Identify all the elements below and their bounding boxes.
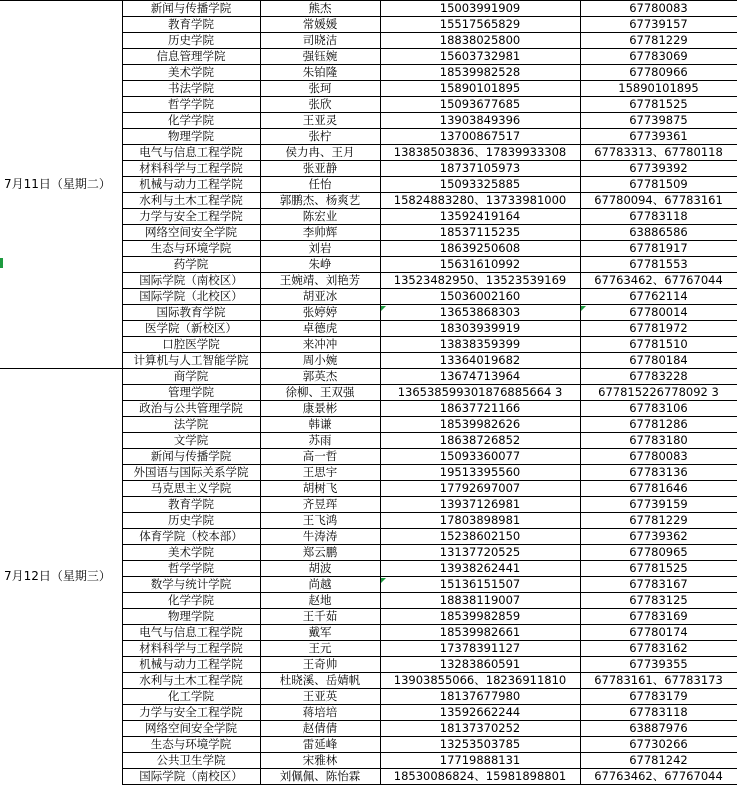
contact-person-cell[interactable]: 胡波 — [260, 561, 380, 577]
college-cell[interactable]: 美术学院 — [122, 65, 260, 81]
contact-person-cell[interactable]: 卓德虎 — [260, 321, 380, 337]
contact-person-cell[interactable]: 赵地 — [260, 593, 380, 609]
contact-person-cell[interactable]: 常媛媛 — [260, 17, 380, 33]
office-phone-cell[interactable]: 67783136 — [580, 465, 737, 481]
contact-person-cell[interactable]: 王元 — [260, 641, 380, 657]
college-cell[interactable]: 公共卫生学院 — [122, 753, 260, 769]
contact-person-cell[interactable]: 胡树飞 — [260, 481, 380, 497]
college-cell[interactable]: 政治与公共管理学院 — [122, 401, 260, 417]
contact-person-cell[interactable]: 苏雨 — [260, 433, 380, 449]
office-phone-cell[interactable]: 67780184 — [580, 353, 737, 369]
table-body — [0, 1, 737, 785]
mobile-cell[interactable]: 13283860591 — [380, 657, 580, 673]
contact-person-cell[interactable]: 强钰婉 — [260, 49, 380, 65]
mobile-cell[interactable]: 17378391127 — [380, 641, 580, 657]
college-cell[interactable]: 法学院 — [122, 417, 260, 433]
contact-person-cell[interactable]: 郭鹏杰、杨爽艺 — [260, 193, 380, 209]
college-cell[interactable]: 物理学院 — [122, 609, 260, 625]
mobile-cell[interactable]: 18539982626 — [380, 417, 580, 433]
college-cell[interactable]: 国际学院（南校区） — [122, 769, 260, 785]
mobile-cell[interactable]: 15093677685 — [380, 97, 580, 113]
college-cell[interactable]: 水利与土木工程学院 — [122, 673, 260, 689]
college-cell[interactable]: 化学学院 — [122, 593, 260, 609]
office-phone-cell[interactable]: 67763462、67767044 — [580, 769, 737, 785]
college-cell[interactable]: 商学院 — [122, 369, 260, 385]
college-cell[interactable]: 教育学院 — [122, 497, 260, 513]
cell-warning-marker — [381, 306, 386, 311]
mobile-cell[interactable]: 15517565829 — [380, 17, 580, 33]
contact-person-cell[interactable]: 来冲冲 — [260, 337, 380, 353]
office-phone-cell[interactable]: 67783179 — [580, 689, 737, 705]
contact-person-cell[interactable]: 李帅辉 — [260, 225, 380, 241]
mobile-cell[interactable]: 136538599301876885664 3 — [380, 385, 580, 401]
office-phone-cell[interactable]: 67783161、67783173 — [580, 673, 737, 689]
mobile-cell[interactable]: 17803898981 — [380, 513, 580, 529]
college-cell[interactable]: 水利与土木工程学院 — [122, 193, 260, 209]
college-cell[interactable]: 信息管理学院 — [122, 49, 260, 65]
contact-person-cell[interactable]: 张柠 — [260, 129, 380, 145]
college-cell[interactable]: 电气与信息工程学院 — [122, 145, 260, 161]
mobile-cell[interactable]: 18137677980 — [380, 689, 580, 705]
mobile-cell[interactable]: 18303939919 — [380, 321, 580, 337]
contact-person-cell[interactable]: 王婉靖、刘艳芳 — [260, 273, 380, 289]
college-cell[interactable]: 外国语与国际关系学院 — [122, 465, 260, 481]
office-phone-cell[interactable]: 67781525 — [580, 97, 737, 113]
contact-person-cell[interactable]: 戴军 — [260, 625, 380, 641]
college-cell[interactable]: 材料科学与工程学院 — [122, 641, 260, 657]
contact-person-cell[interactable]: 齐昱珲 — [260, 497, 380, 513]
mobile-cell[interactable]: 13937126981 — [380, 497, 580, 513]
mobile-cell[interactable]: 17792697007 — [380, 481, 580, 497]
college-cell[interactable]: 医学院（新校区） — [122, 321, 260, 337]
contact-person-cell[interactable]: 熊杰 — [260, 1, 380, 17]
contact-person-cell[interactable]: 蒋培培 — [260, 705, 380, 721]
mobile-cell[interactable]: 18539982859 — [380, 609, 580, 625]
mobile-cell[interactable]: 15238602150 — [380, 529, 580, 545]
mobile-cell[interactable]: 13903855066、18236911810 — [380, 673, 580, 689]
contact-person-cell[interactable]: 侯力冉、王月 — [260, 145, 380, 161]
office-phone-cell[interactable]: 67781286 — [580, 417, 737, 433]
mobile-cell[interactable]: 18137370252 — [380, 721, 580, 737]
mobile-cell[interactable]: 15824883280、13733981000 — [380, 193, 580, 209]
row-selection-marker — [0, 258, 3, 268]
contact-person-cell[interactable]: 王思宇 — [260, 465, 380, 481]
office-phone-cell[interactable]: 67783106 — [580, 401, 737, 417]
mobile-cell[interactable]: 19513395560 — [380, 465, 580, 481]
contact-person-cell[interactable]: 康景彬 — [260, 401, 380, 417]
office-phone-cell[interactable]: 67783169 — [580, 609, 737, 625]
college-cell[interactable]: 物理学院 — [122, 129, 260, 145]
contact-person-cell[interactable]: 司晓洁 — [260, 33, 380, 49]
office-phone-cell[interactable]: 67739355 — [580, 657, 737, 673]
contact-person-cell[interactable]: 徐柳、王双强 — [260, 385, 380, 401]
office-phone-cell[interactable]: 67739362 — [580, 529, 737, 545]
college-cell[interactable]: 新闻与传播学院 — [122, 1, 260, 17]
office-phone-cell[interactable]: 15890101895 — [580, 81, 737, 97]
contact-person-cell[interactable]: 王千茹 — [260, 609, 380, 625]
college-cell[interactable]: 机械与动力工程学院 — [122, 657, 260, 673]
office-phone-cell[interactable]: 67781646 — [580, 481, 737, 497]
office-phone-cell[interactable]: 67780083 — [580, 1, 737, 17]
table-row — [0, 1, 737, 17]
mobile-cell[interactable]: 13838503836、17839933308 — [380, 145, 580, 161]
mobile-cell[interactable]: 18537115235 — [380, 225, 580, 241]
mobile-cell[interactable]: 15603732981 — [380, 49, 580, 65]
office-phone-cell[interactable]: 67783228 — [580, 369, 737, 385]
office-phone-cell[interactable]: 67781525 — [580, 561, 737, 577]
office-phone-cell[interactable]: 67783313、67780118 — [580, 145, 737, 161]
contact-person-cell[interactable]: 张婷婷 — [260, 305, 380, 321]
college-cell[interactable]: 马克思主义学院 — [122, 481, 260, 497]
office-phone-cell[interactable]: 67781509 — [580, 177, 737, 193]
college-cell[interactable]: 教育学院 — [122, 17, 260, 33]
college-cell[interactable]: 新闻与传播学院 — [122, 449, 260, 465]
office-phone-cell[interactable]: 67783125 — [580, 593, 737, 609]
mobile-cell[interactable]: 13137720525 — [380, 545, 580, 561]
date-cell[interactable]: 7月11日（星期二） — [0, 1, 122, 369]
office-phone-cell[interactable]: 67781917 — [580, 241, 737, 257]
mobile-cell[interactable]: 13364019682 — [380, 353, 580, 369]
mobile-cell[interactable]: 13653868303 — [380, 305, 580, 321]
office-phone-cell[interactable]: 67781553 — [580, 257, 737, 273]
college-cell[interactable]: 药学院 — [122, 257, 260, 273]
office-phone-cell[interactable]: 67783167 — [580, 577, 737, 593]
college-cell[interactable]: 力学与安全工程学院 — [122, 705, 260, 721]
mobile-cell[interactable]: 15093360077 — [380, 449, 580, 465]
mobile-cell[interactable]: 13592419164 — [380, 209, 580, 225]
table-row — [0, 369, 737, 385]
college-cell[interactable]: 美术学院 — [122, 545, 260, 561]
mobile-cell[interactable]: 13523482950、13523539169 — [380, 273, 580, 289]
mobile-cell[interactable]: 13838359399 — [380, 337, 580, 353]
contact-person-cell[interactable]: 王飞鸿 — [260, 513, 380, 529]
mobile-cell[interactable]: 15136151507 — [380, 577, 580, 593]
contact-person-cell[interactable]: 周小婉 — [260, 353, 380, 369]
college-cell[interactable]: 口腔医学院 — [122, 337, 260, 353]
mobile-cell[interactable]: 18539982528 — [380, 65, 580, 81]
contact-person-cell[interactable]: 尚越 — [260, 577, 380, 593]
mobile-cell[interactable]: 13253503785 — [380, 737, 580, 753]
college-cell[interactable]: 国际教育学院 — [122, 305, 260, 321]
college-cell[interactable]: 力学与安全工程学院 — [122, 209, 260, 225]
mobile-cell[interactable]: 18838025800 — [380, 33, 580, 49]
college-cell[interactable]: 生态与环境学院 — [122, 241, 260, 257]
college-cell[interactable]: 体育学院（校本部） — [122, 529, 260, 545]
office-phone-cell[interactable]: 67739361 — [580, 129, 737, 145]
college-cell[interactable]: 国际学院（北校区） — [122, 289, 260, 305]
college-cell[interactable]: 网络空间安全学院 — [122, 225, 260, 241]
contact-person-cell[interactable]: 宋雅林 — [260, 753, 380, 769]
office-phone-cell[interactable]: 67739392 — [580, 161, 737, 177]
office-phone-cell[interactable]: 67780966 — [580, 65, 737, 81]
office-phone-cell[interactable]: 63887976 — [580, 721, 737, 737]
mobile-cell[interactable]: 18637721166 — [380, 401, 580, 417]
office-phone-cell[interactable]: 67781510 — [580, 337, 737, 353]
contact-person-cell[interactable]: 朱峥 — [260, 257, 380, 273]
mobile-cell[interactable]: 13592662244 — [380, 705, 580, 721]
office-phone-cell[interactable]: 67783069 — [580, 49, 737, 65]
office-phone-cell[interactable]: 67739157 — [580, 17, 737, 33]
college-cell[interactable]: 电气与信息工程学院 — [122, 625, 260, 641]
mobile-cell[interactable]: 15036002160 — [380, 289, 580, 305]
contact-person-cell[interactable]: 王奇帅 — [260, 657, 380, 673]
office-phone-cell[interactable]: 67780965 — [580, 545, 737, 561]
mobile-cell[interactable]: 18539982661 — [380, 625, 580, 641]
college-cell[interactable]: 数学与统计学院 — [122, 577, 260, 593]
office-phone-cell[interactable]: 67780174 — [580, 625, 737, 641]
contact-person-cell[interactable]: 陈宏业 — [260, 209, 380, 225]
office-phone-cell[interactable]: 67780094、67783161 — [580, 193, 737, 209]
contact-person-cell[interactable]: 韩谦 — [260, 417, 380, 433]
office-phone-cell[interactable]: 67763462、67767044 — [580, 273, 737, 289]
contact-person-cell[interactable]: 郑云鹏 — [260, 545, 380, 561]
contact-person-cell[interactable]: 任怡 — [260, 177, 380, 193]
date-cell[interactable]: 7月12日（星期三） — [0, 369, 122, 785]
contact-person-cell[interactable]: 张欣 — [260, 97, 380, 113]
mobile-cell[interactable]: 15631610992 — [380, 257, 580, 273]
office-phone-cell[interactable]: 67781229 — [580, 513, 737, 529]
mobile-cell[interactable]: 15093325885 — [380, 177, 580, 193]
college-cell[interactable]: 哲学学院 — [122, 561, 260, 577]
office-phone-cell[interactable]: 67780014 — [580, 305, 737, 321]
office-phone-cell[interactable]: 67730266 — [580, 737, 737, 753]
contact-person-cell[interactable]: 胡亚冰 — [260, 289, 380, 305]
contact-person-cell[interactable]: 高一哲 — [260, 449, 380, 465]
cell-warning-marker — [581, 306, 586, 311]
office-phone-cell[interactable]: 67762114 — [580, 289, 737, 305]
contact-person-cell[interactable]: 王亚灵 — [260, 113, 380, 129]
mobile-cell[interactable]: 13674713964 — [380, 369, 580, 385]
mobile-cell[interactable]: 18638726852 — [380, 433, 580, 449]
college-cell[interactable]: 历史学院 — [122, 33, 260, 49]
college-cell[interactable]: 材料科学与工程学院 — [122, 161, 260, 177]
contact-person-cell[interactable]: 杜晓溪、岳婧帆 — [260, 673, 380, 689]
mobile-cell[interactable]: 18639250608 — [380, 241, 580, 257]
mobile-cell[interactable]: 13903849396 — [380, 113, 580, 129]
college-cell[interactable]: 生态与环境学院 — [122, 737, 260, 753]
college-cell[interactable]: 书法学院 — [122, 81, 260, 97]
mobile-cell[interactable]: 15003991909 — [380, 1, 580, 17]
college-cell[interactable]: 化工学院 — [122, 689, 260, 705]
office-phone-cell[interactable]: 67781242 — [580, 753, 737, 769]
mobile-cell[interactable]: 17719888131 — [380, 753, 580, 769]
office-phone-cell[interactable]: 67783180 — [580, 433, 737, 449]
college-cell[interactable]: 管理学院 — [122, 385, 260, 401]
mobile-cell[interactable]: 18737105973 — [380, 161, 580, 177]
contact-person-cell[interactable]: 张亚静 — [260, 161, 380, 177]
college-cell[interactable]: 哲学学院 — [122, 97, 260, 113]
office-phone-cell[interactable]: 67780083 — [580, 449, 737, 465]
cell-warning-marker — [381, 578, 386, 583]
contact-person-cell[interactable]: 刘岩 — [260, 241, 380, 257]
college-cell[interactable]: 历史学院 — [122, 513, 260, 529]
office-phone-cell[interactable]: 67783118 — [580, 209, 737, 225]
contact-person-cell[interactable]: 张珂 — [260, 81, 380, 97]
office-phone-cell[interactable]: 67783118 — [580, 705, 737, 721]
contact-person-cell[interactable]: 雷延峰 — [260, 737, 380, 753]
office-phone-cell[interactable]: 67781972 — [580, 321, 737, 337]
office-phone-cell[interactable]: 67739875 — [580, 113, 737, 129]
college-cell[interactable]: 机械与动力工程学院 — [122, 177, 260, 193]
contact-person-cell[interactable]: 赵倩倩 — [260, 721, 380, 737]
mobile-cell[interactable]: 13700867517 — [380, 129, 580, 145]
office-phone-cell[interactable]: 677815226778092 3 — [580, 385, 737, 401]
contact-person-cell[interactable]: 王亚英 — [260, 689, 380, 705]
mobile-cell[interactable]: 15890101895 — [380, 81, 580, 97]
contact-person-cell[interactable]: 朱铂隆 — [260, 65, 380, 81]
office-phone-cell[interactable]: 67781229 — [580, 33, 737, 49]
college-cell[interactable]: 化学学院 — [122, 113, 260, 129]
office-phone-cell[interactable]: 63886586 — [580, 225, 737, 241]
office-phone-cell[interactable]: 67783162 — [580, 641, 737, 657]
contact-person-cell[interactable]: 郭英杰 — [260, 369, 380, 385]
mobile-cell[interactable]: 18530086824、15981898801 — [380, 769, 580, 785]
contact-person-cell[interactable]: 刘佩佩、陈怡霖 — [260, 769, 380, 785]
college-cell[interactable]: 国际学院（南校区） — [122, 273, 260, 289]
mobile-cell[interactable]: 18838119007 — [380, 593, 580, 609]
office-phone-cell[interactable]: 67739159 — [580, 497, 737, 513]
mobile-cell[interactable]: 13938262441 — [380, 561, 580, 577]
contact-person-cell[interactable]: 牛涛涛 — [260, 529, 380, 545]
college-cell[interactable]: 计算机与人工智能学院 — [122, 353, 260, 369]
college-cell[interactable]: 文学院 — [122, 433, 260, 449]
college-cell[interactable]: 网络空间安全学院 — [122, 721, 260, 737]
